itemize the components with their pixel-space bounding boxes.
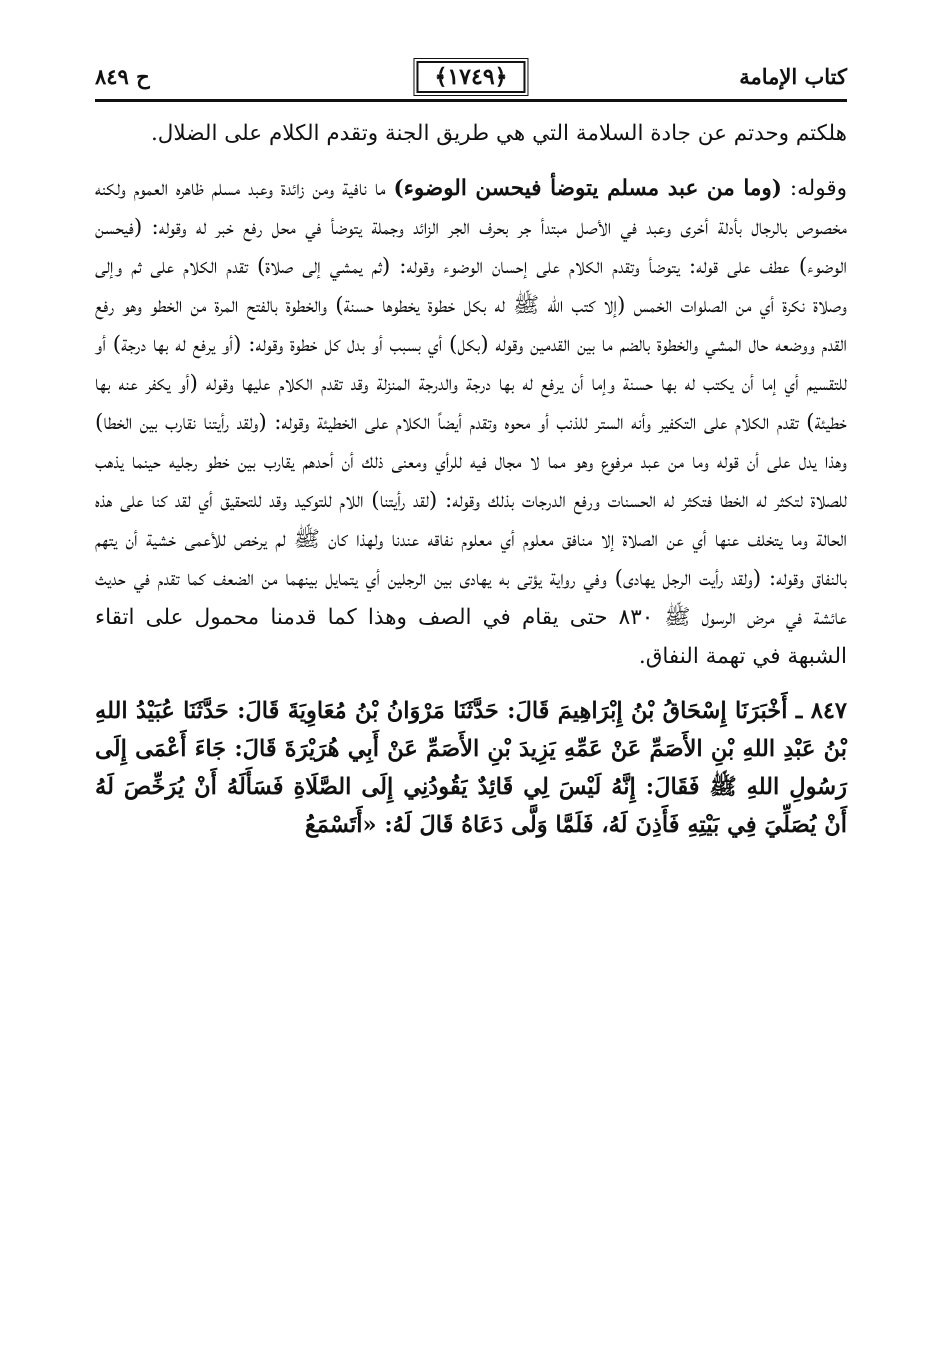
commentary-paragraph-1: هلكتم وحدتم عن جادة السلامة التي هي طريق الجنة وتقدم الكلام على الضلال. (150, 121, 847, 146)
page-number: ﴿١٧٤٩﴾ (416, 61, 525, 93)
book-title: كتاب الإمامة (739, 63, 847, 89)
book-page (95, 55, 847, 1345)
page-header (95, 55, 847, 97)
commentary-text (95, 114, 847, 676)
hadith-text: ٨٤٧ ـ أَخْبَرَنَا إِسْحَاقُ بْنُ إِبْرَاهِيمَ قَالَ: حَدَّثَنَا مَرْوَانُ بْنُ مُعَاوِيَةَ قَالَ: حَدَّثَنَا عُبَيْدُ اللهِ بْنُ عَبْدِ اللهِ بْنِ الأَصَمِّ عَنْ عَمِّهِ يَزِيدَ بْنِ الأَصَمِّ عَنْ أَبِي هُرَيْرَةَ قَالَ: جَاءَ أَعْمَى إِلَى رَسُولِ اللهِ ﷺ فَقَالَ: إِنَّهُ لَيْسَ لِي قَائِدٌ يَقُودُنِي إِلَى الصَّلَاةِ فَسَأَلَهُ أَنْ يُرَخِّصَ لَهُ أَنْ يُصَلِّيَ فِي بَيْتِهِ فَأَذِنَ لَهُ، فَلَمَّا وَلَّى دَعَاهُ قَالَ لَهُ: «أَتَسْمَعُ (95, 698, 847, 838)
commentary-paragraph-2 (95, 169, 847, 676)
header-rule (95, 99, 847, 102)
paragraph-intro: وقوله: (782, 176, 847, 201)
quoted-hadith-phrase: (وما من عبد مسلم يتوضأ فيحسن الوضوء) (393, 176, 782, 201)
hadith-reference: ح ٨٤٩ (95, 63, 150, 89)
paragraph-body: ما نافية ومن زائدة وعبد مسلم ظاهره العموم ولكنه مخصوص بالرجال بأدلة أخرى وعبد في الأصل مبتدأ جر بحرف الجر الزائد وجملة يتوضأ في محل رفع خبر له وقوله: (فيحسن الوضوء) عطف على قوله: يتوضأ وتقدم الكلام على إحسان الوضوء وقوله: (ثم يمشي إلى صلاة) تقدم الكلام على ثم وإلى وصلاة نكرة أي من الصلوات الخمس (إلا كتب الله ﷺ له بكل خطوة يخطوها حسنة) والخطوة بالفتح المرة من الخطو وهو رفع القدم ووضعه حال المشي والخطوة بالضم ما بين القدمين وقوله (بكل) أي بسبب أو بدل كل خطوة وقوله: (أو يرفع له بها درجة) أو للتقسيم أي إما أن يكتب له بها حسنة وإما أن يرفع له بها درجة والدرجة المنزلة وقد تقدم الكلام عليها وقوله (أو يكفر عنه بها خطيئة) تقدم الكلام على التكفير وأنه الستر للذنب أو محوه وتقدم أيضاً الكلام على الخطيئة وقوله: (ولقد رأيتنا نقارب بين الخطا) وهذا يدل على أن قوله وما من عبد مرفوع وهو مما لا مجال فيه للرأي ومعنى ذلك أن أحدهم يقارب بين خطو رجليه حينما يذهب للصلاة لتكثر له الخطا فتكثر له الحسنات ورفع الدرجات بذلك وقوله: (لقد رأيتنا) اللام للتوكيد وقد للتحقيق أي لقد كنا على هذه الحالة وما يتخلف عنها أي عن الصلاة إلا منافق معلوم أي معلوم نفاقه عندنا ولهذا كان ﷺ لم يرخص للأعمى خشية أن يتهم بالنفاق وقوله: (ولقد رأيت الرجل يهادى) وفي رواية يؤتى به يهادى بين الرجلين أي يتمايل بينهما من الضعف كما تقدم في حديث عائشة في مرض الرسول ﷺ ٨٣٠ حتى يقام في الصف وهذا كما قدمنا محمول على اتقاء الشبهة في تهمة النفاق. (95, 176, 847, 669)
